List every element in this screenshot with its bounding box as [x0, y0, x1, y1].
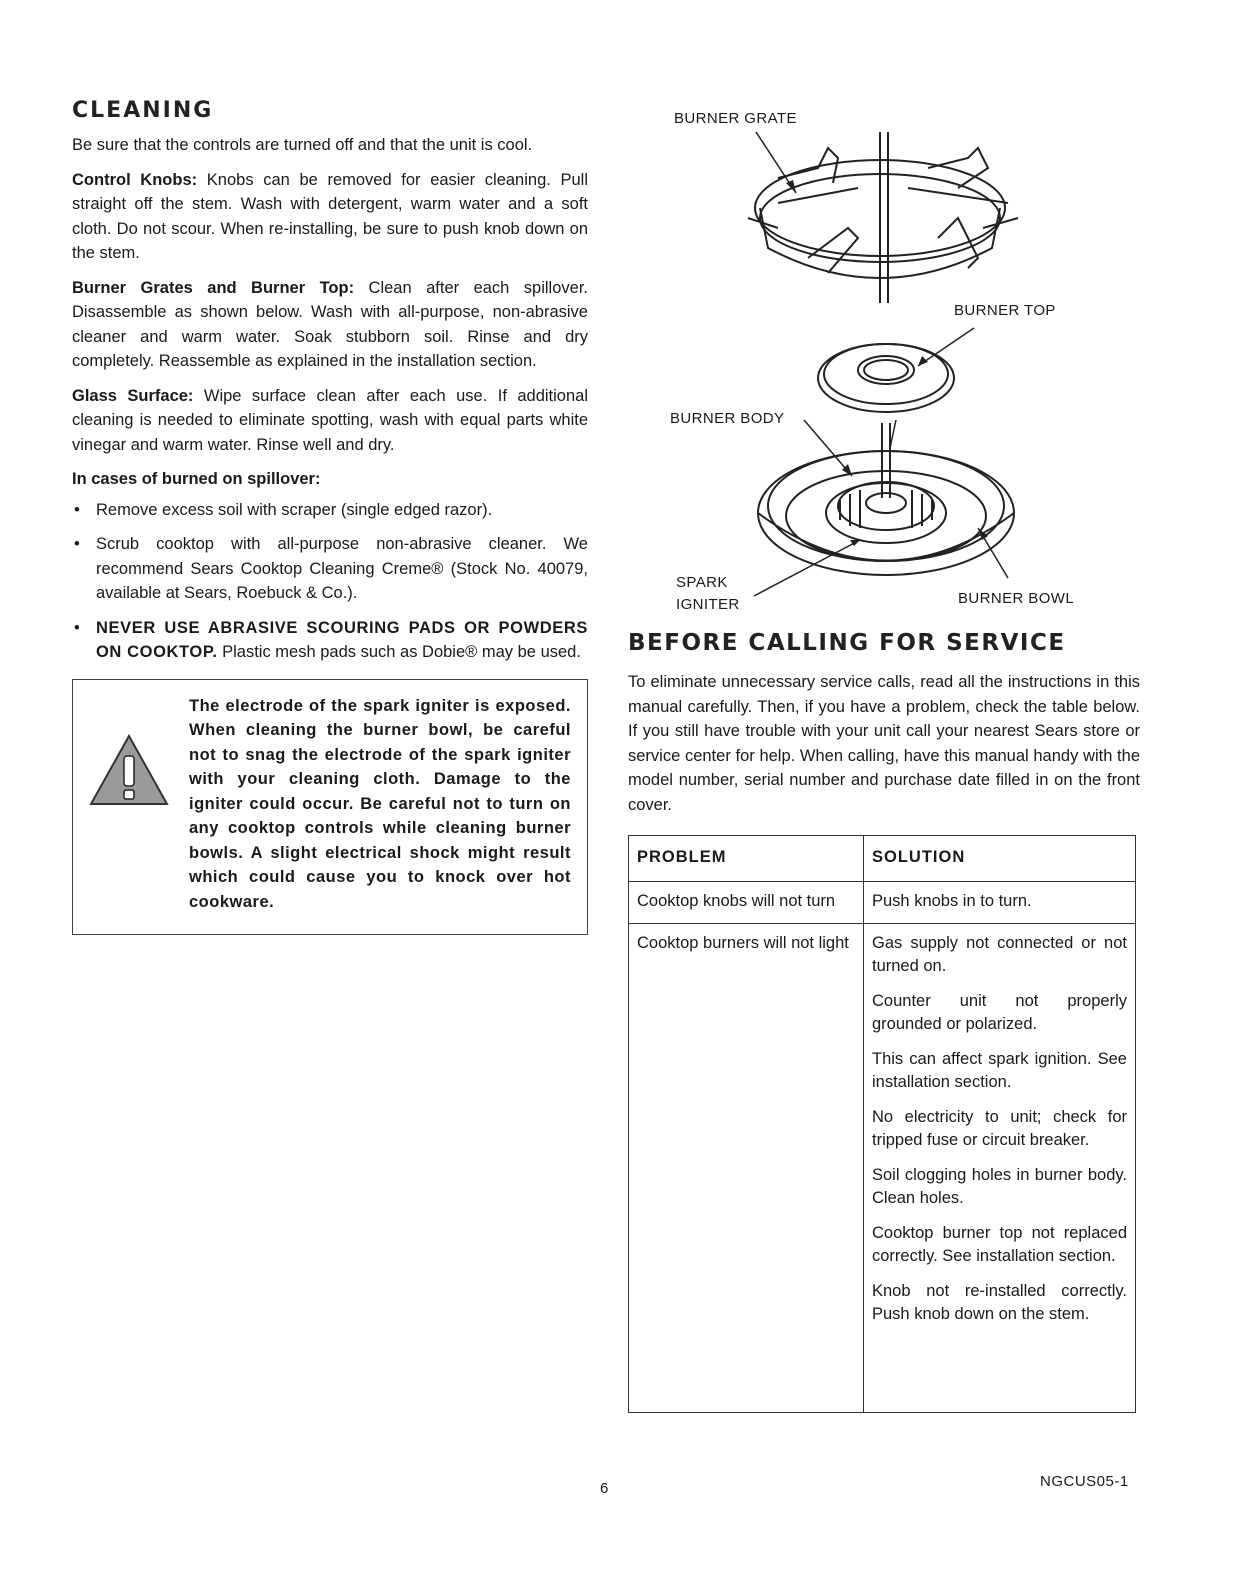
label-igniter: IGNITER: [676, 596, 740, 613]
spillover-list: [72, 498, 588, 665]
control-knobs-lead: Control Knobs:: [72, 170, 198, 189]
service-heading: BEFORE CALLING FOR SERVICE: [628, 630, 1066, 656]
warning-text: The electrode of the spark igniter is exposed. When cleaning the burner bowl, be careful not to snag the electrode of the spark igniter with your cleaning cloth. Damage to the igniter could occur. Be careful not to turn on any cooktop controls while cleaning burner bowls. A slight electrical shock might result which could cause you to knock over hot cookware.: [189, 696, 571, 911]
abrasive-warning-rest: Plastic mesh pads such as Dobie® may be used.: [217, 643, 581, 661]
label-burner-top: BURNER TOP: [954, 302, 1056, 319]
header-solution: SOLUTION: [864, 836, 1136, 882]
burner-diagram: [628, 108, 1140, 613]
header-problem: PROBLEM: [629, 836, 864, 882]
burner-bowl-drawing: [758, 423, 1014, 575]
spillover-heading: In cases of burned on spillover:: [72, 470, 321, 488]
burner-exploded-drawing: [628, 108, 1140, 608]
label-burner-bowl: BURNER BOWL: [958, 590, 1075, 607]
problem-cell: Cooktop burners will not light: [629, 924, 864, 1413]
troubleshooting-table: [628, 835, 1136, 1413]
label-spark: SPARK: [676, 574, 728, 591]
solution-item: No electricity to unit; check for tripped fuse or circuit breaker.: [872, 1108, 1127, 1149]
solution-item: Soil clogging holes in burner body. Clean holes.: [872, 1166, 1127, 1207]
abrasive-warning-caps: NEVER USE ABRASIVE SCOURING PADS OR POWDERS ON COOKTOP.: [96, 618, 588, 661]
glass-surface-lead: Glass Surface:: [72, 386, 194, 405]
page-number: 6: [600, 1480, 609, 1497]
list-item: • Scrub cooktop with all-purpose non-abrasive cleaner. We recommend Sears Cooktop Cleaning Creme® (Stock No. 40079, available at Sears, Roebuck & Co.).: [72, 532, 588, 606]
burner-grate-drawing: [748, 132, 1018, 303]
label-burner-grate: BURNER GRATE: [674, 110, 797, 127]
list-item: [72, 616, 588, 665]
table-row: [629, 924, 1136, 1413]
list-item: • Remove excess soil with scraper (single edged razor).: [72, 498, 588, 523]
solution-item: This can affect spark ignition. See installation section.: [872, 1050, 1127, 1091]
burner-grates-lead: Burner Grates and Burner Top:: [72, 278, 355, 297]
control-knobs-text: Knobs can be removed for easier cleaning. Pull straight off the stem. Wash with detergent, warm water and a soft cloth. Do not scour. When re-installing, be sure to push knob down on the stem.: [72, 170, 588, 262]
solution-item: Gas supply not connected or not turned on.: [872, 934, 1127, 975]
document-code: NGCUS05-1: [1040, 1473, 1129, 1490]
solution-item: Cooktop burner top not replaced correctly. See installation section.: [872, 1224, 1127, 1265]
solution-cell: Push knobs in to turn.: [864, 882, 1136, 924]
right-column: [628, 108, 1140, 1413]
service-intro: To eliminate unnecessary service calls, read all the instructions in this manual carefully. Then, if you have a problem, check the table below. If you still have trouble with your unit call your nearest Sears store or service center for help. When calling, have this manual handy with the model number, serial number and purchase date filled in on the front cover.: [628, 673, 1140, 814]
solution-item: Counter unit not properly grounded or polarized.: [872, 992, 1127, 1033]
burner-grates-text: Clean after each spillover. Disassemble as shown below. Wash with all-purpose, non-abrasive cleaner and warm water. Soak stubborn soil. Rinse and dry completely. Reassemble as explained in the installation section.: [72, 278, 588, 370]
table-header-row: [629, 836, 1136, 882]
warning-box: [72, 679, 588, 936]
solution-cell: [864, 924, 1136, 1413]
table-row: [629, 882, 1136, 924]
cleaning-section: [72, 98, 588, 935]
cleaning-heading: CLEANING: [72, 98, 214, 123]
glass-surface-text: Wipe surface clean after each use. If additional cleaning is needed to eliminate spotting, wash with equal parts white vinegar and warm water. Rinse well and dry.: [72, 386, 588, 454]
burner-top-drawing: [818, 344, 954, 412]
glass-surface-paragraph: [72, 384, 588, 458]
control-knobs-paragraph: [72, 168, 588, 266]
warning-icon: [89, 694, 169, 915]
burner-grates-paragraph: [72, 276, 588, 374]
problem-cell: Cooktop knobs will not turn: [629, 882, 864, 924]
cleaning-intro: Be sure that the controls are turned off and that the unit is cool.: [72, 136, 533, 154]
solution-item: Knob not re-installed correctly. Push knob down on the stem.: [872, 1282, 1127, 1323]
label-burner-body: BURNER BODY: [670, 410, 785, 427]
